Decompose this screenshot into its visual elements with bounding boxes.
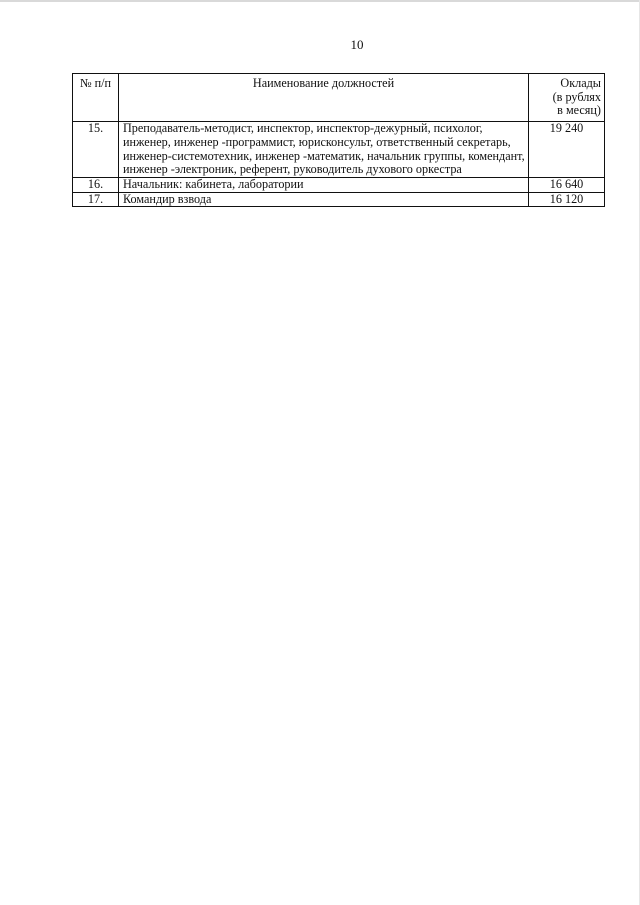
row-salary: 16 640 (529, 177, 605, 192)
table-row (73, 177, 605, 192)
row-position-name: Командир взвода (119, 192, 529, 207)
table-row (73, 192, 605, 207)
row-number: 15. (73, 122, 119, 178)
table-header-row (73, 74, 605, 122)
header-salary-line-1: Оклады (560, 76, 601, 90)
header-salary-line-2: (в рублях (552, 89, 601, 104)
row-position-name: Преподаватель-методист, инспектор, инспектор-дежурный, психолог, инженер, инженер -программист, юрисконсульт, ответственный секретарь, инженер-системотехник, инженер -математик, начальник группы, комендант, инженер -электроник, референт, руководитель духового оркестра (119, 122, 529, 178)
row-number: 17. (73, 192, 119, 207)
row-position-name: Начальник: кабинета, лаборатории (119, 177, 529, 192)
table-row (73, 122, 605, 178)
page-top-edge (0, 0, 640, 2)
row-number: 16. (73, 177, 119, 192)
salary-table (72, 73, 605, 207)
page-number: 10 (350, 37, 364, 52)
row-salary: 19 240 (529, 122, 605, 178)
row-salary: 16 120 (529, 192, 605, 207)
header-position-name: Наименование должностей (119, 74, 529, 122)
header-salary (529, 74, 605, 122)
header-salary-line-3: в месяц) (557, 103, 601, 118)
header-number: № п/п (73, 74, 119, 122)
